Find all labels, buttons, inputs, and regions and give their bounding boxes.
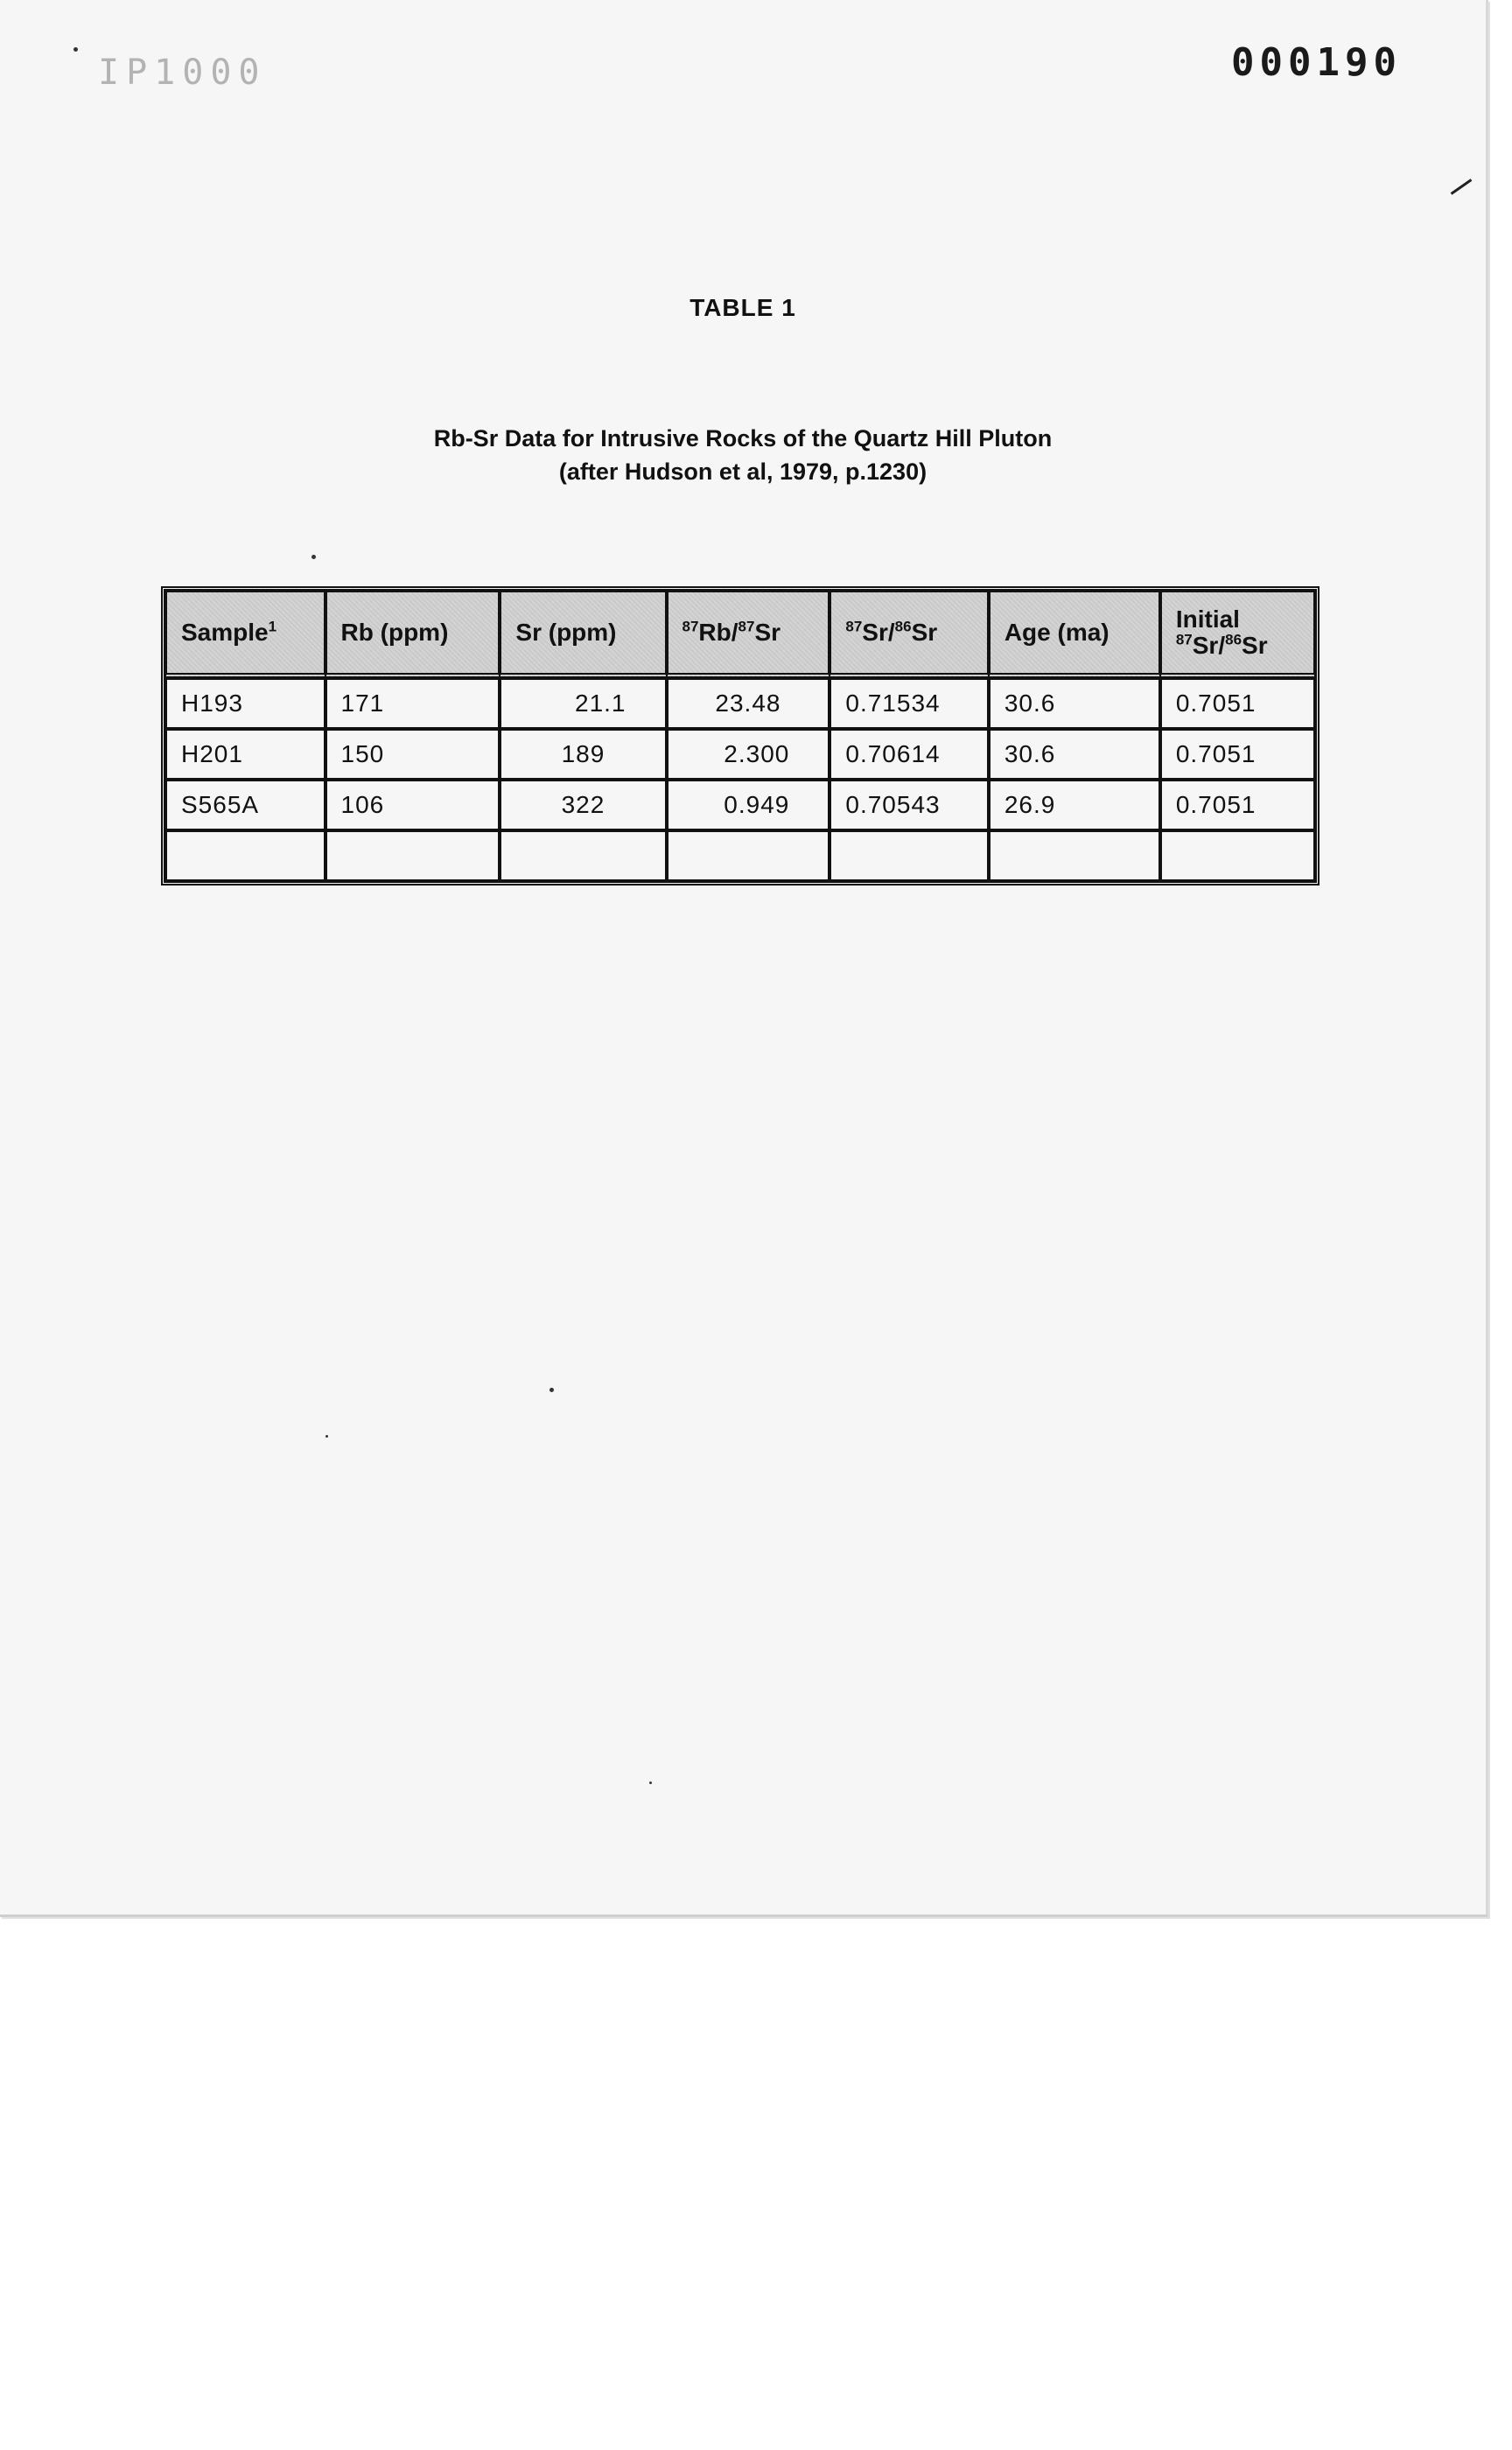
speck-mark	[312, 555, 316, 559]
table-row-empty	[165, 830, 1315, 881]
cell-rb-sr: 23.48	[667, 678, 830, 729]
speck-mark	[326, 1435, 328, 1438]
table-header	[165, 591, 1315, 678]
page-title: TABLE 1	[690, 294, 796, 321]
caption-line-1: Rb-Sr Data for Intrusive Rocks of the Quartz Hill Pluton	[433, 425, 1053, 452]
header-sr87-sr86: $^{87}$Sr/$^{86}$Sr	[830, 591, 988, 678]
header-initial-ratio: Initial $^{87}$Sr/$^{86}$Sr	[1160, 591, 1315, 678]
header-row	[165, 591, 1315, 678]
header-sample: Sample$^1$	[165, 591, 326, 678]
header-rb87-sr87: $^{87}$Rb/$^{87}$Sr	[667, 591, 830, 678]
stamp-left: IP1000	[98, 52, 267, 93]
cell-sample	[165, 830, 326, 881]
cell-rb: 150	[326, 729, 500, 780]
cell-initial: 0.7051	[1160, 780, 1315, 830]
table-row	[165, 729, 1315, 780]
cell-sample: H193	[165, 678, 326, 729]
cell-age	[989, 830, 1160, 881]
header-age: Age (ma)	[989, 591, 1160, 678]
rb-sr-data-table	[161, 586, 1320, 886]
cell-sr-sr: 0.70543	[830, 780, 988, 830]
cell-age: 30.6	[989, 678, 1160, 729]
cell-sr-sr: 0.71534	[830, 678, 988, 729]
table-body	[165, 678, 1315, 881]
cell-initial: 0.7051	[1160, 729, 1315, 780]
cell-rb	[326, 830, 500, 881]
caption-line-2: (after Hudson et al, 1979, p.1230)	[558, 458, 928, 485]
speck-mark	[550, 1388, 554, 1392]
cell-rb: 171	[326, 678, 500, 729]
header-rb: Rb (ppm)	[326, 591, 500, 678]
cell-sample: H201	[165, 729, 326, 780]
cell-rb-sr: 2.300	[667, 729, 830, 780]
cell-rb-sr	[667, 830, 830, 881]
speck-mark	[649, 1782, 652, 1784]
speck-mark	[74, 47, 78, 52]
cell-initial: 0.7051	[1160, 678, 1315, 729]
cell-sr-sr	[830, 830, 988, 881]
cell-rb: 106	[326, 780, 500, 830]
cell-sr: 21.1	[500, 678, 666, 729]
header-sr: Sr (ppm)	[500, 591, 666, 678]
cell-rb-sr: 0.949	[667, 780, 830, 830]
pen-mark	[1451, 178, 1473, 195]
cell-age: 26.9	[989, 780, 1160, 830]
cell-sample: S565A	[165, 780, 326, 830]
cell-sr: 322	[500, 780, 666, 830]
table-row	[165, 678, 1315, 729]
cell-sr-sr: 0.70614	[830, 729, 988, 780]
cell-sr: 189	[500, 729, 666, 780]
document-number: 000190	[1231, 40, 1402, 85]
table-row	[165, 780, 1315, 830]
cell-initial	[1160, 830, 1315, 881]
cell-sr	[500, 830, 666, 881]
table-caption	[0, 422, 1486, 488]
cell-age: 30.6	[989, 729, 1160, 780]
